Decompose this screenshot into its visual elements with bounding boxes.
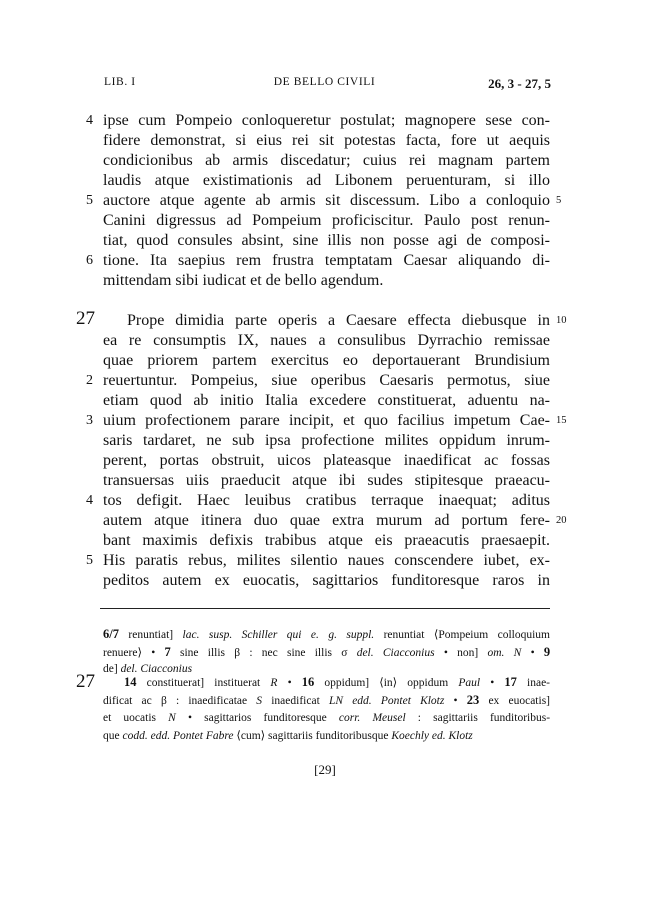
section-number: 3 (86, 413, 93, 428)
line-number: 10 (556, 315, 567, 326)
page-number: [29] (314, 762, 336, 777)
section-number: 4 (86, 113, 93, 128)
text-line: Prope dimidia parte operis a Caesare effecta diebusque in (127, 312, 550, 329)
line-number: 20 (556, 515, 567, 526)
text-line: perent, portas obstruit, uicos plateasque inaedificat ac fossas (103, 452, 550, 469)
chapter-number: 27 (76, 308, 95, 329)
section-number: 4 (86, 493, 93, 508)
line-number: 5 (556, 195, 562, 206)
text-line: transuersas uiis praeducit atque ibi sudes stipitesque praeacu- (103, 472, 550, 489)
apparatus-line: dificat ac β : inaedificatae S inaedificat LN edd. Pontet Klotz • 23 ex euocatis] (103, 693, 550, 707)
text-line: saris tardaret, ne sub ipsa profectione milites oppidum inrum- (103, 432, 550, 449)
text-line: fidere demonstrat, si eius rei sit potestas facta, fore ut aequis (103, 132, 550, 149)
apparatus-line: 6/7 renuntiat] lac. susp. Schiller qui e. g. suppl. renuntiat ⟨Pompeium colloquium (103, 627, 550, 641)
book-label: LIB. I (104, 76, 136, 88)
section-number: 6 (86, 253, 93, 268)
text-line: peditos autem ex euocatis, sagittarios funditoresque raros in (103, 572, 550, 589)
work-title: DE BELLO CIVILI (273, 76, 376, 88)
text-line: ipse cum Pompeio conloqueretur postulat; magnopere sese con- (103, 112, 550, 129)
text-line: laudis atque existimationis ad Libonem peruenturam, si illo (103, 172, 550, 189)
running-header (98, 76, 551, 92)
text-line: ea re consumptis IX, naues a consulibus Dyrrachio remissae (103, 332, 550, 349)
apparatus-line: de] del. Ciacconius (103, 663, 193, 675)
text-line: autem atque itinera duo quae extra murum ad portum fere- (103, 512, 550, 529)
text-line: etiam quod ab initio Italia excedere constituerat, aduentu na- (103, 392, 550, 409)
chapter-range: 26, 3 - 27, 5 (488, 76, 551, 91)
apparatus-line: et uocatis N • sagittarios funditoresque corr. Meusel : sagittariis funditoribus- (103, 712, 551, 724)
apparatus-line: 14 constituerat] instituerat R • 16 oppidum] ⟨in⟩ oppidum Paul • 17 inae- (124, 675, 550, 689)
apparatus-line: que codd. edd. Pontet Fabre ⟨cum⟩ sagittariis funditoribusque Koechly ed. Klotz (103, 730, 473, 742)
line-number: 15 (556, 415, 567, 426)
apparatus-chapter-number: 27 (76, 671, 95, 692)
text-line: mittendam sibi iudicat et de bello agendum. (103, 272, 384, 289)
section-number: 5 (86, 553, 93, 568)
text-line: Canini digressus ad Pompeium proficiscitur. Paulo post renun- (103, 212, 550, 229)
text-line: condicionibus ab armis discedatur; cuius rei magnam partem (103, 152, 550, 169)
section-number: 2 (86, 373, 93, 388)
text-line: auctore atque agente ab armis sit discessum. Libo a conloquio (103, 192, 550, 209)
apparatus-line: renuere⟩ • 7 sine illis β : nec sine illis σ del. Ciacconius • non] om. N • 9 (103, 645, 551, 659)
text-line: uium profectionem parare incipit, et quo facilius impetum Cae- (103, 412, 550, 429)
text-line: His paratis rebus, milites silentio naues conscendere iubet, ex- (103, 552, 550, 569)
text-line: tiat, quod consules absint, sine illis non posse agi de composi- (103, 232, 550, 249)
section-number: 5 (86, 193, 93, 208)
text-line: tione. Ita saepius rem frustra temptatam Caesar aliquando di- (103, 252, 550, 269)
footnote-divider (100, 608, 550, 609)
text-line: quae priorem partem exercitus eo deportauerant Brundisium (103, 352, 550, 369)
text-line: bant maximis defixis trabibus atque eis praeacutis praesaepit. (103, 532, 550, 549)
text-line: reuertuntur. Pompeius, siue operibus Caesaris permotus, siue (103, 372, 550, 389)
text-line: tos defigit. Haec leuibus cratibus terraque inaequat; aditus (103, 492, 550, 509)
